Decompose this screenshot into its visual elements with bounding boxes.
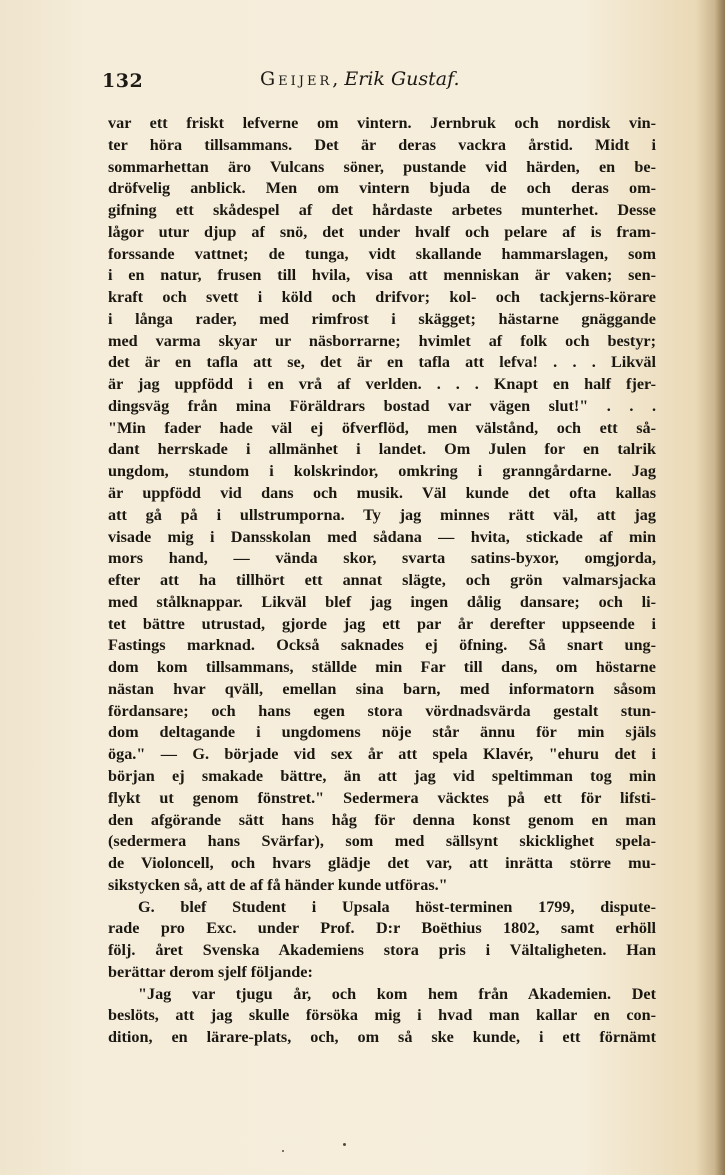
running-header xyxy=(100,66,660,96)
text-line: gifning ett skådespel af det hårdaste arbetes munterhet. Desse xyxy=(108,201,656,220)
text-line: öga." — G. började vid sex år att spela Klavér, "ehuru det i xyxy=(108,745,656,764)
page-number: 132 xyxy=(102,70,144,92)
text-line: den afgörande sätt hans håg för denna konst genom en man xyxy=(108,810,656,829)
text-line: berättar derom sjelf följande: xyxy=(108,962,313,981)
text-line: följ. året Svenska Akademiens stora pris i Vältaligheten. Han xyxy=(108,941,656,960)
running-head-author: Geijer xyxy=(260,68,333,90)
text-line: dingsväg från mina Föräldrars bostad var vägen slut!" . . . xyxy=(108,396,656,415)
text-line: forssande vattnet; de tunga, vidt skallande hammarslagen, som xyxy=(108,244,656,263)
text-line: med varma skyar ur näsborrarne; hvimlet af folk och bestyr; xyxy=(108,331,656,350)
text-line: flykt ut genom fönstret." Sedermera väcktes på ett för lifsti- xyxy=(108,788,656,807)
text-line: ungdom, stundom i kolskrindor, omkring i granngårdarne. Jag xyxy=(108,462,656,481)
text-line: dition, en lärare-plats, och, om så ske kunde, i ett förnämt xyxy=(108,1028,656,1047)
text-line: sommarhettan äro Vulcans söner, pustande vid härden, en be- xyxy=(108,157,656,176)
text-line: början ej smakade bättre, än att jag vid speltimman tog min xyxy=(108,766,656,785)
text-line: var ett friskt lefverne om vintern. Jernbruk och nordisk vin- xyxy=(108,114,656,132)
text-line: är uppfödd vid dans och musik. Väl kunde det ofta kallas xyxy=(108,484,656,503)
text-line: "Min fader hade väl ej öfverflöd, men välstånd, och ett så- xyxy=(108,418,656,437)
text-line: "Jag var tjugu år, och kom hem från Akademien. Det xyxy=(138,984,656,1003)
text-line: efter att ha tillhört ett annat slägte, och grön valmarsjacka xyxy=(108,571,656,590)
text-line: rade pro Exc. under Prof. D:r Boëthius 1802, samt erhöll xyxy=(108,919,656,938)
text-line: i långa rader, med rimfrost i skägget; hästarne gnäggande xyxy=(108,309,656,328)
text-line: fördansare; och hans egen stora vördnadsvärda gestalt stun- xyxy=(108,701,656,720)
paper-speck xyxy=(343,1143,346,1146)
text-line: dröfvelig anblick. Men om vintern bjuda de och deras om- xyxy=(108,179,656,198)
text-line: med stålknappar. Likväl blef jag ingen dålig dansare; och li- xyxy=(108,592,656,611)
body-text xyxy=(108,113,656,1049)
text-line: är jag uppfödd i en vrå af verlden. . . . Knapt en half fjer- xyxy=(108,375,656,394)
text-line: tet bättre utrustad, gjorde jag ett par år derefter uppseende i xyxy=(108,614,656,633)
running-head-title xyxy=(260,68,460,90)
text-line: mors hand, — vända skor, svarta satins-byxor, omgjorda, xyxy=(108,549,656,568)
text-line: (sedermera hans Svärfar), som med sällsynt skicklighet spela- xyxy=(108,832,656,851)
text-line: dant herrskade i allmänhet i landet. Om Julen for en talrik xyxy=(108,440,656,459)
text-line: dom kom tillsammans, ställde min Far till dans, om höstarne xyxy=(108,658,656,677)
text-line: nästan hvar qväll, emellan sina barn, med informatorn såsom xyxy=(108,679,656,698)
text-line: det är en tafla att se, det är en tafla att lefva! . . . Likväl xyxy=(108,353,656,372)
page-edge-shadow xyxy=(715,0,725,1175)
text-line: ter höra tillsammans. Det är deras vackra årstid. Midt i xyxy=(108,135,656,154)
text-line: dom deltagande i ungdomens nöje står ännu för min själs xyxy=(108,723,656,742)
running-head-separator: , xyxy=(332,68,339,90)
paper-speck xyxy=(282,1150,284,1152)
text-line: sikstycken så, att de af få händer kunde utföras." xyxy=(108,875,448,894)
running-head-given-names: Erik Gustaf. xyxy=(344,68,460,90)
text-line: G. blef Student i Upsala höst-terminen 1799, dispute- xyxy=(138,897,656,916)
text-line: lågor utur djup af snö, det under hvalf och pelare af is fram- xyxy=(108,222,656,241)
text-line: Fastings marknad. Också saknades ej öfning. Så snart ung- xyxy=(108,636,656,655)
text-line: kraft och svett i köld och drifvor; kol- och tackjerns-körare xyxy=(108,288,656,307)
text-line: beslöts, att jag skulle försöka mig i hvad man kallar en con- xyxy=(108,1006,656,1025)
text-line: de Violoncell, och hvars glädje det var, att inrätta större mu- xyxy=(108,854,656,873)
text-line: visade mig i Dansskolan med sådana — hvita, stickade af min xyxy=(108,527,656,546)
text-line: att gå på i ullstrumporna. Ty jag minnes rätt väl, att jag xyxy=(108,505,656,524)
text-line: i en natur, frusen till hvila, visa att menniskan är vaken; sen- xyxy=(108,266,656,285)
